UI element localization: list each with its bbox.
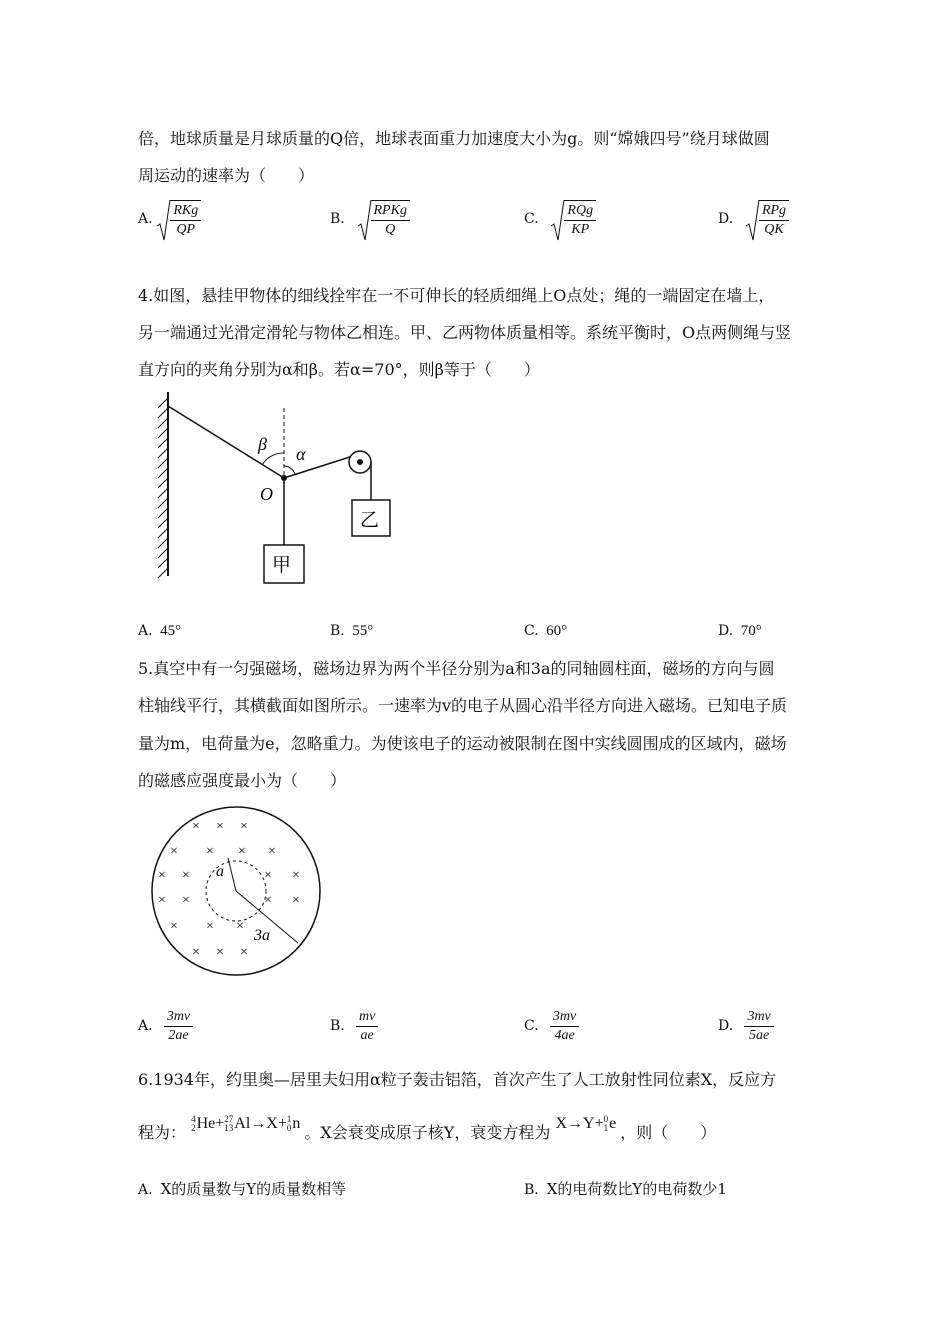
o-label: O — [260, 484, 273, 504]
q3-option-a[interactable] — [138, 200, 201, 239]
option-text: X的电荷数比Y的电荷数少1 — [546, 1180, 727, 1198]
wall-hatching — [158, 398, 168, 578]
option-letter: B. — [330, 210, 345, 227]
option-text: 60° — [546, 623, 568, 639]
q5-option-b[interactable] — [330, 1008, 378, 1045]
q5-line-1: 5.真空中有一匀强磁场，磁场边界为两个半径分别为a和3a的同轴圆柱面，磁场的方向与圆 — [138, 659, 775, 678]
cross-mark: × — [292, 893, 300, 908]
cross-mark: × — [206, 919, 214, 934]
cross-mark: × — [192, 945, 200, 960]
cross-mark: × — [158, 893, 166, 908]
q3-line-1: 倍，地球质量是月球质量的Q倍，地球表面重力加速度大小为g。则“嫦娥四号”绕月球做圆 — [138, 129, 770, 148]
cross-mark: × — [206, 844, 214, 859]
option-letter: D. — [718, 210, 734, 227]
option-letter: C. — [524, 1017, 539, 1034]
option-letter: A. — [138, 1017, 153, 1034]
q6-line-2-mid: 。X会衰变成原子核Y，衰变方程为 — [304, 1123, 551, 1142]
fraction: $\frac{3mv}{5ae}$ — [744, 1008, 773, 1045]
q5-option-d[interactable] — [718, 1008, 774, 1045]
q5-line-3: 量为m，电荷量为e，忽略重力。为使该电子的运动被限制在图中实线圆围成的区域内，磁场 — [138, 734, 787, 753]
cross-mark: × — [238, 844, 246, 859]
beta-label: β — [258, 434, 267, 454]
option-letter: C. — [524, 210, 539, 227]
box-yi-label: 乙 — [360, 510, 380, 531]
option-text: X的质量数与Y的质量数相等 — [160, 1180, 347, 1198]
he-nucleon-numbers: 4 2 — [191, 1114, 196, 1134]
option-text: 55° — [352, 623, 374, 639]
option-letter: A. — [138, 210, 153, 227]
q6-option-b[interactable] — [524, 1178, 727, 1199]
q5-magnetic-field-diagram — [148, 806, 328, 986]
q3-line-2: 周运动的速率为（ ） — [138, 166, 315, 185]
sqrt-expression: $\frac{\text{RKg}}{QP}$ — [156, 200, 201, 239]
fraction: $\frac{3mv}{2ae}$ — [164, 1008, 193, 1045]
cross-mark: × — [240, 945, 248, 960]
q4-option-a[interactable] — [138, 623, 181, 640]
sqrt-expression: $\frac{\text{RQg}}{KP}$ — [550, 200, 596, 239]
rope-to-pulley — [284, 456, 353, 478]
option-letter: D. — [718, 623, 734, 639]
option-text: 45° — [160, 623, 182, 639]
fraction: $\frac{3mv}{4ae}$ — [550, 1008, 579, 1045]
point-o — [281, 475, 287, 481]
option-letter: A. — [138, 623, 153, 639]
option-letter: C. — [524, 623, 539, 639]
alpha-label: α — [296, 444, 306, 464]
beta-arc — [262, 453, 284, 465]
option-letter: B. — [524, 1182, 539, 1198]
option-letter: B. — [330, 623, 345, 639]
field-crosses — [158, 819, 300, 960]
cross-mark: × — [216, 945, 224, 960]
sqrt-expression: $\frac{\text{RPg}}{QK}$ — [745, 200, 789, 239]
q5-line-2: 柱轴线平行，其横截面如图所示。一速率为v的电子从圆心沿半径方向进入磁场。已知电子质 — [138, 696, 788, 715]
option-text: 70° — [740, 623, 762, 639]
q4-option-c[interactable] — [524, 623, 567, 640]
q5-line-4: 的磁感应强度最小为（ ） — [138, 771, 347, 790]
decay-equation: X→Y+0 1e — [555, 1114, 617, 1134]
q5-option-c[interactable] — [524, 1008, 579, 1045]
q3-option-c[interactable] — [524, 200, 596, 239]
cross-mark: × — [182, 893, 190, 908]
alpha-arc — [284, 466, 295, 474]
q3-option-b[interactable] — [330, 200, 410, 239]
q5-option-a[interactable] — [138, 1008, 193, 1045]
cross-mark: × — [182, 868, 190, 883]
q3-option-d[interactable] — [718, 200, 789, 239]
cross-mark: × — [292, 868, 300, 883]
label-3a: 3a — [254, 927, 270, 944]
q4-line-3: 直方向的夹角分别为α和β。若α=70°，则β等于（ ） — [138, 360, 540, 379]
cross-mark: × — [158, 868, 166, 883]
reaction-equation-1: 4 2He+27 13Al→X+1 0n — [191, 1114, 301, 1134]
fraction: $\frac{mv}{ae}$ — [356, 1008, 378, 1045]
pulley-axle — [357, 459, 363, 465]
radius-a — [228, 858, 236, 891]
n-nucleon-numbers: 1 0 — [286, 1114, 292, 1134]
option-letter: A. — [138, 1182, 153, 1198]
cross-mark: × — [264, 893, 272, 908]
q6-line-2 — [138, 1114, 717, 1143]
option-letter: D. — [718, 1017, 734, 1034]
q6-option-a[interactable] — [138, 1178, 346, 1199]
cross-mark: × — [216, 819, 224, 834]
q6-line-2-prefix: 程为： — [138, 1123, 187, 1142]
q4-option-d[interactable] — [718, 623, 762, 640]
q4-pulley-diagram — [150, 390, 410, 590]
box-jia-label: 甲 — [272, 555, 292, 576]
q4-line-2: 另一端通过光滑定滑轮与物体乙相连。甲、乙两物体质量相等。系统平衡时，O点两侧绳与竖 — [138, 323, 792, 342]
q4-line-1: 4.如图，悬挂甲物体的细线拴牢在一不可伸长的轻质细绳上O点处；绳的一端固定在墙上， — [138, 286, 775, 305]
q6-line-2-suffix: ，则（ ） — [620, 1123, 717, 1142]
q6-line-1: 6.1934年，约里奥—居里夫妇用α粒子轰击铝箔，首次产生了人工放射性同位素X，反应方 — [138, 1070, 777, 1089]
cross-mark: × — [192, 819, 200, 834]
e-nucleon-numbers: 0 1 — [603, 1114, 609, 1134]
cross-mark: × — [170, 919, 178, 934]
cross-mark: × — [268, 844, 276, 859]
al-nucleon-numbers: 27 13 — [224, 1114, 234, 1134]
cross-mark: × — [240, 819, 248, 834]
cross-mark: × — [264, 868, 272, 883]
option-letter: B. — [330, 1017, 345, 1034]
q4-option-b[interactable] — [330, 623, 373, 640]
cross-mark: × — [236, 919, 244, 934]
cross-mark: × — [170, 844, 178, 859]
label-a: a — [216, 863, 224, 880]
sqrt-expression: $\frac{\text{RPKg}}{Q}$ — [357, 200, 410, 239]
